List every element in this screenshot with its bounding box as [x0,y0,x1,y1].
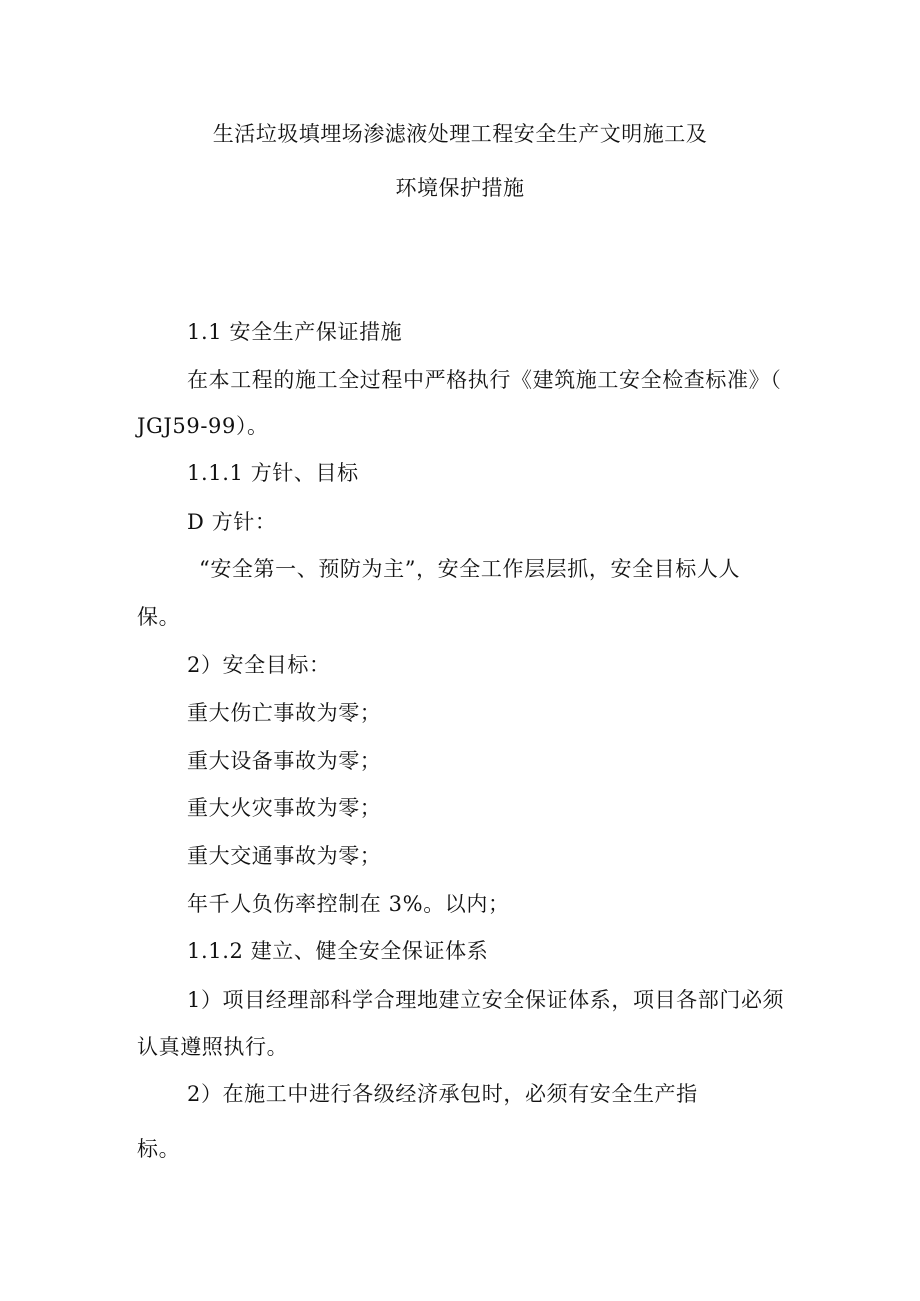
paragraph-line: 保。 [137,605,181,629]
list-item-label: D 方针： [187,510,277,534]
document-title-line-1: 生活垃圾填埋场渗滤液处理工程安全生产文明施工及 [212,122,708,146]
section-heading-1-1: 1.1 安全生产保证措施 [187,320,403,344]
paragraph-line: “安全第一、预防为主”，安全工作层层抓，安全目标人人 [199,557,741,581]
paragraph-line: 认真遵照执行。 [137,1035,289,1059]
list-item: 重大设备事故为零； [187,749,382,773]
paragraph-line: 在本工程的施工全过程中严格执行《建筑施工安全检查标准》（ [187,368,782,392]
list-item: 重大伤亡事故为零； [187,701,382,725]
list-item: 年千人负伤率控制在 3%。以内； [187,892,510,916]
section-heading-1-1-2: 1.1.2 建立、健全安全保证体系 [187,939,489,963]
paragraph-line: 标。 [137,1137,181,1161]
paragraph-line: JGJ59-99）。 [137,414,269,438]
document-title-line-2: 环境保护措施 [395,176,525,200]
section-heading-1-1-1: 1.1.1 方针、目标 [187,461,359,485]
list-item-label: 2）安全目标： [187,653,331,677]
list-item: 重大交通事故为零； [187,844,382,868]
list-item: 重大火灾事故为零； [187,796,382,820]
paragraph-line: 2）在施工中进行各级经济承包时，必须有安全生产指 [187,1082,698,1106]
paragraph-line: 1）项目经理部科学合理地建立安全保证体系，项目各部门必须 [187,988,785,1012]
